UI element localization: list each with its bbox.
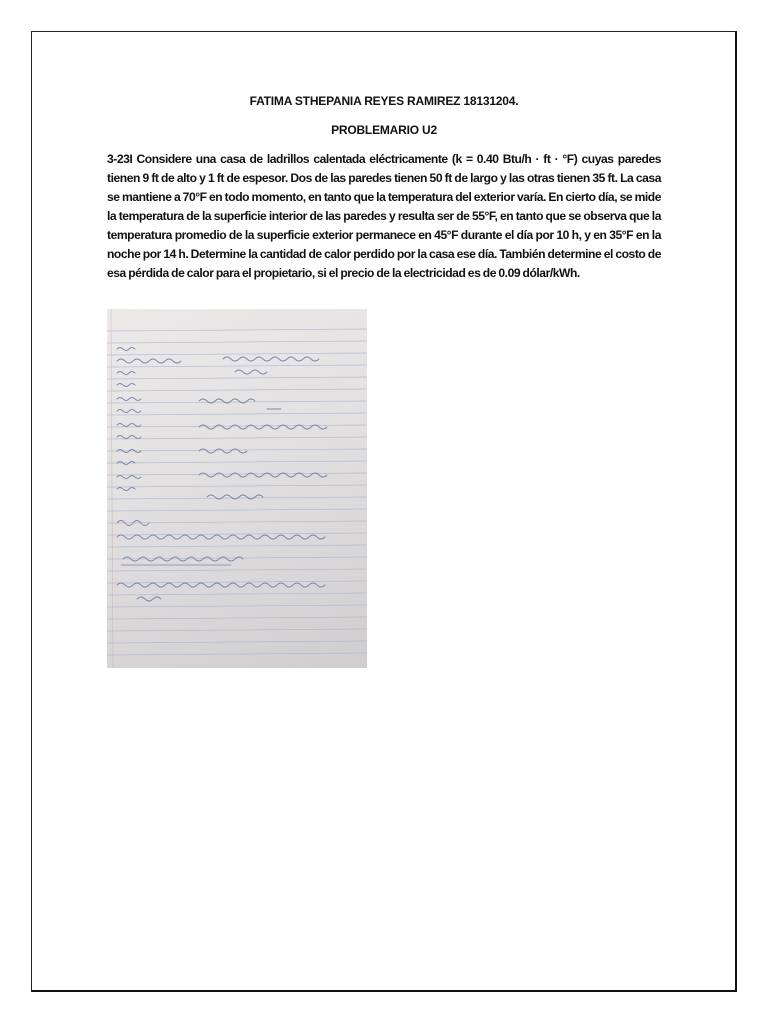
subject-line: PROBLEMARIO U2 <box>331 123 437 137</box>
handwritten-notes-photo <box>107 309 367 668</box>
handwritten-notes-image <box>107 309 367 668</box>
problem-statement: 3-23I Considere una casa de ladrillos calentada eléctricamente (k = 0.40 Btu/h · ft · °F) cuyas paredes tienen 9 ft de alto y 1 ft de espesor. Dos de las paredes tienen 50 ft de largo y las otras tienen 35 ft. La casa se mantiene a 70°F en todo momento, en tanto que la temperatura del exterior varía. En cierto día, se mide la temperatura de la superficie interior de las paredes y resulta ser de 55°F, en tanto que se observa que la temperatura promedio de la superficie exterior permanece en 45°F durante el día por 10 h, y en 35°F en la noche por 14 h. Determine la cantidad de calor perdido por la casa ese día. También determine el costo de esa pérdida de calor para el propietario, si el precio de la electricidad es de 0.09 dólar/kWh. <box>107 152 661 280</box>
author-line: FATIMA STHEPANIA REYES RAMIREZ 18131204. <box>249 94 519 108</box>
